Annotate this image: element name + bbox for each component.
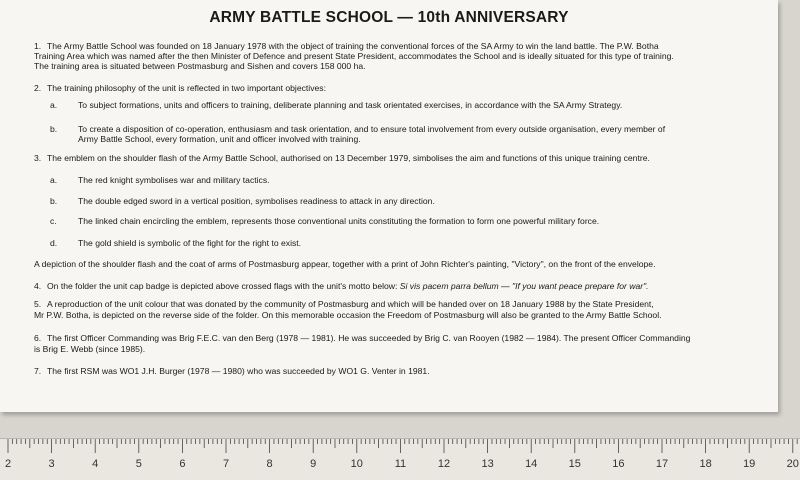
item-text: The gold shield is symbolic of the fight for the right to exist.: [78, 238, 302, 248]
paragraph-5: [34, 299, 654, 310]
ruler-label: 9: [310, 458, 317, 470]
item-text: Army Battle School, every formation, unit and officer involved with training.: [78, 134, 361, 144]
paragraph-6: [34, 333, 690, 344]
paragraph-line: The first RSM was WO1 J.H. Burger (1978 — 1980) who was succeeded by WO1 G. Venter in 1981.: [47, 366, 430, 376]
paragraph-4: [34, 281, 649, 292]
paragraph-3: [34, 153, 650, 164]
item-label: a.: [50, 175, 58, 185]
ruler-label: 4: [92, 458, 99, 470]
item-text: The linked chain encircling the emblem, represents those conventional units constituting the formation to form one powerful military force.: [78, 216, 600, 226]
paragraph-1-line-3: The training area is situated between Postmasburg and Sishen and covers 158 000 ha.: [34, 61, 366, 71]
paragraph-number: 4.: [34, 281, 42, 291]
item-text: To create a disposition of co-operation, enthusiasm and task orientation, and to ensure total involvement from every outside organisation, every member of: [78, 124, 666, 134]
paragraph-number: 3.: [34, 153, 42, 163]
ruler-label: 17: [655, 458, 669, 470]
ruler-label: 5: [135, 458, 142, 470]
ruler-label: 8: [266, 458, 273, 470]
paragraph-number: 7.: [34, 366, 42, 376]
ruler-label: 19: [743, 458, 756, 470]
paragraph-line: The first Officer Commanding was Brig F.E.C. van den Berg (1978 — 1981). He was succeeded by Brig C. van Rooyen (1982 — 1984). The present Officer Commanding: [47, 333, 691, 343]
ruler-label: 2: [4, 458, 12, 470]
ruler-label: 3: [48, 458, 55, 470]
item-label: b.: [50, 196, 58, 206]
ruler-scale: [0, 439, 800, 480]
paragraph-line: A reproduction of the unit colour that was donated by the community of Postmasburg and which will be handed over on 18 January 1988 by the State President,: [47, 299, 654, 309]
ruler-label: 11: [394, 458, 407, 470]
ruler-label: 14: [525, 458, 538, 470]
paragraph-number: 5.: [34, 299, 42, 309]
paragraph-6-line-2: is Brig E. Webb (since 1985).: [34, 344, 146, 354]
item-label: a.: [50, 100, 58, 110]
paragraph-number: 6.: [34, 333, 42, 343]
ruler-label: 10: [350, 458, 363, 470]
ruler-label: 15: [568, 458, 581, 470]
paragraph-line: The training philosophy of the unit is reflected in two important objectives:: [47, 83, 326, 93]
paragraph-line: On the folder the unit cap badge is depicted above crossed flags with the unit's motto below:: [47, 281, 398, 291]
ruler-label: 6: [179, 458, 186, 470]
item-text: The double edged sword in a vertical position, symbolises readiness to attack in any direction.: [78, 196, 435, 206]
item-label: b.: [50, 124, 58, 134]
ruler-label: 13: [481, 458, 494, 470]
ruler-label: 7: [222, 458, 230, 470]
document-title: ARMY BATTLE SCHOOL — 10th ANNIVERSARY: [209, 9, 569, 26]
ruler-label: 16: [612, 458, 625, 470]
item-label: c.: [50, 216, 57, 226]
paragraph-7: [34, 366, 430, 377]
ruler-label: 20: [786, 458, 799, 470]
paragraph-number: 1.: [34, 41, 42, 51]
ruler-label: 18: [699, 458, 712, 470]
paragraph-line: The Army Battle School was founded on 18 January 1978 with the object of training the conventional forces of the SA Army to win the land battle. The P.W. Botha: [47, 41, 659, 51]
measuring-ruler: [0, 438, 800, 480]
paragraph-line: The emblem on the shoulder flash of the Army Battle School, authorised on 13 December 1979, simbolises the aim and functions of this unique training centre.: [47, 153, 650, 163]
ruler-label: 12: [437, 458, 451, 470]
item-text: To subject formations, units and officers to training, deliberate planning and task orientated exercises, in accordance with the SA Army Strategy.: [78, 100, 623, 110]
unit-motto: Si vis pacem parra bellum — "If you want peace prepare for war".: [399, 281, 649, 291]
paragraph-1-line-2: Training Area which was named after the then Minister of Defence and present State President, accommodates the School and is ideally situated for this type of training.: [34, 51, 674, 61]
paragraph-number: 2.: [34, 83, 42, 93]
item-label: d.: [50, 238, 58, 248]
paragraph-5-line-2: Mr P.W. Botha, is depicted on the reverse side of the folder. On this memorable occasion the Freedom of Postmasburg will also be granted to the Army Battle School.: [34, 310, 662, 320]
paragraph-1: [34, 41, 659, 52]
depiction-note: A depiction of the shoulder flash and the coat of arms of Postmasburg appear, together with a print of John Richter's painting, "Victory", on the front of the envelope.: [34, 259, 656, 269]
item-text: The red knight symbolises war and military tactics.: [78, 175, 270, 185]
paragraph-2: [34, 83, 326, 94]
